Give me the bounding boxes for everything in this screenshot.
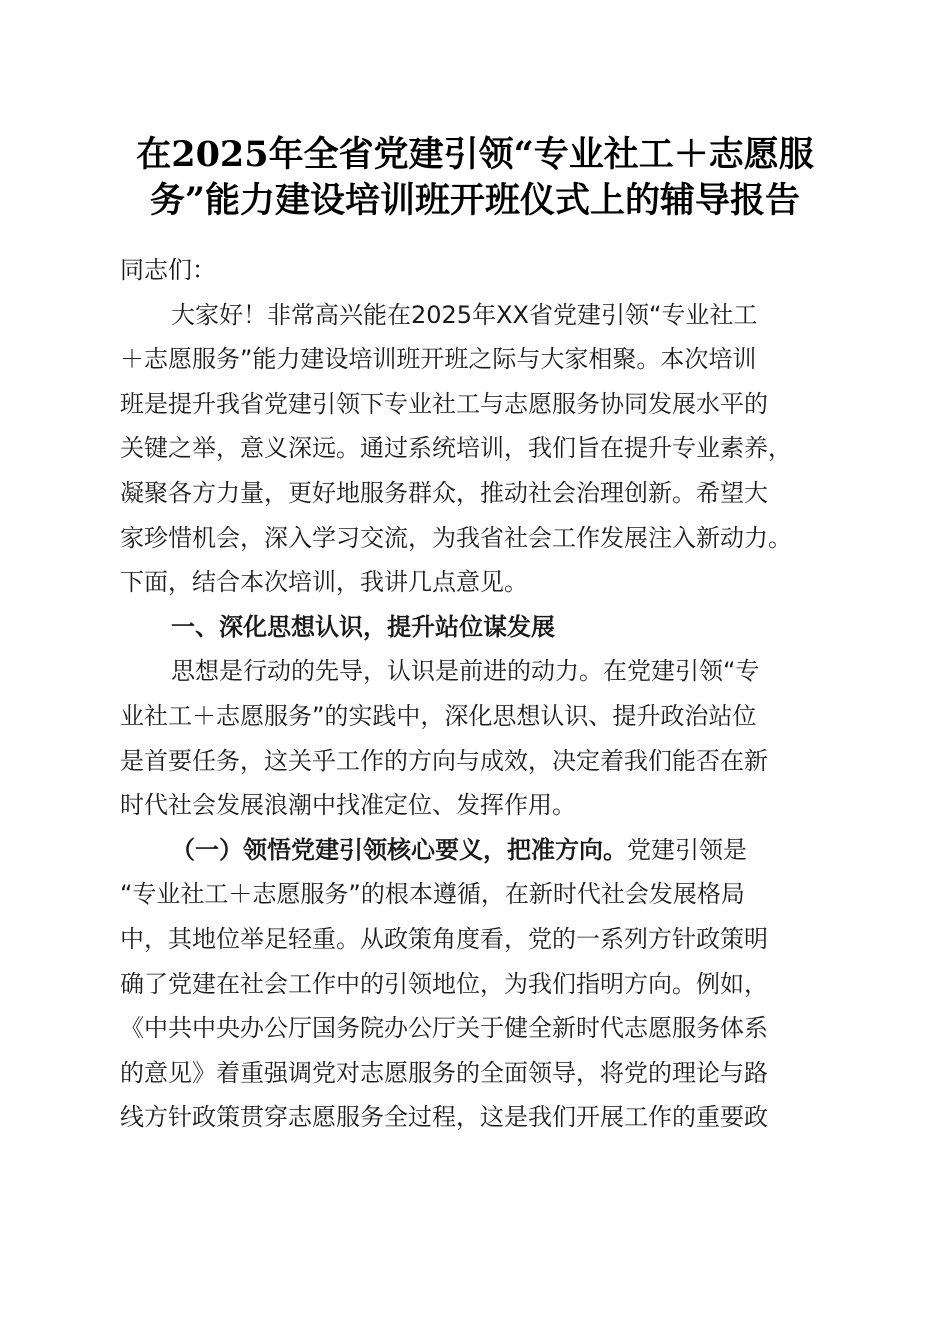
title-line-1: 在2025年全省党建引领“专业社工＋志愿服 bbox=[136, 134, 814, 175]
section-heading: 一、深化思想认识，提升站位谋发展 bbox=[171, 612, 555, 641]
paragraph-line: 《中共中央办公厅国务院办公厅关于健全新时代志愿服务体系 bbox=[120, 1014, 768, 1043]
subsection-lead: （一）领悟党建引领核心要义，把准方向。 bbox=[171, 835, 627, 864]
paragraph-line: 的意见》着重强调党对志愿服务的全面领导，将党的理论与路 bbox=[120, 1058, 768, 1087]
paragraph-line: 确了党建在社会工作中的引领地位，为我们指明方向。例如， bbox=[120, 969, 768, 998]
title-line-2: 务”能力建设培训班开班仪式上的辅导报告 bbox=[149, 180, 801, 221]
paragraph-line: “专业社工＋志愿服务”的根本遵循，在新时代社会发展格局 bbox=[120, 880, 745, 909]
paragraph-line: 业社工＋志愿服务”的实践中，深化思想认识、提升政治站位 bbox=[120, 701, 757, 730]
paragraph-line: 中，其地位举足轻重。从政策角度看，党的一系列方针政策明 bbox=[120, 924, 768, 953]
paragraph-line: 线方针政策贯穿志愿服务全过程，这是我们开展工作的重要政 bbox=[120, 1103, 768, 1132]
intro-paragraph bbox=[120, 293, 840, 605]
salutation: 同志们： bbox=[120, 256, 216, 284]
subsection-lead-rest: 党建引领是 bbox=[627, 835, 747, 864]
paragraph-line: 大家好！非常高兴能在2025年XX省党建引领“专业社工 bbox=[171, 300, 758, 329]
paragraph-line: 思想是行动的先导，认识是前进的动力。在党建引领“专 bbox=[171, 657, 760, 686]
paragraph-line: 下面，结合本次培训，我讲几点意见。 bbox=[120, 568, 528, 597]
paragraph-line: 家珍惜机会，深入学习交流，为我省社会工作发展注入新动力。 bbox=[120, 523, 792, 552]
paragraph-line: 班是提升我省党建引领下专业社工与志愿服务协同发展水平的 bbox=[120, 389, 768, 418]
document-body bbox=[120, 248, 840, 1140]
paragraph-line bbox=[120, 828, 840, 873]
section-1-paragraph bbox=[120, 649, 840, 827]
subsection-1-paragraph bbox=[120, 828, 840, 1140]
paragraph-line: 时代社会发展浪潮中找准定位、发挥作用。 bbox=[120, 791, 576, 820]
paragraph-line: 是首要任务，这关乎工作的方向与成效，决定着我们能否在新 bbox=[120, 746, 768, 775]
paragraph-line: 凝聚各方力量，更好地服务群众，推动社会治理创新。希望大 bbox=[120, 478, 768, 507]
paragraph-line: ＋志愿服务”能力建设培训班开班之际与大家相聚。本次培训 bbox=[120, 345, 757, 374]
document-title bbox=[120, 132, 830, 224]
paragraph-line: 关键之举，意义深远。通过系统培训，我们旨在提升专业素养， bbox=[120, 434, 792, 463]
